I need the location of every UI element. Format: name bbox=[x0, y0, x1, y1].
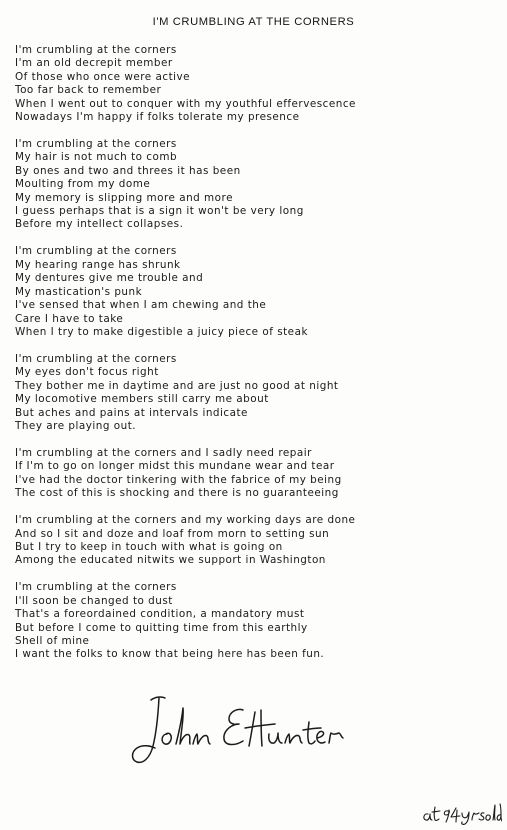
poem-line: If I'm to go on longer midst this mundane wear and tear bbox=[15, 460, 335, 473]
poem-line: When I went out to conquer with my youthful effervescence bbox=[15, 97, 356, 110]
stanza-3 bbox=[15, 245, 503, 339]
poem-line: Before my intellect collapses. bbox=[15, 218, 184, 231]
poem-line: The cost of this is shocking and there is no guaranteeing bbox=[15, 487, 339, 500]
stanza-2 bbox=[15, 138, 503, 232]
stanza-7 bbox=[15, 581, 503, 661]
poem-line: I'm crumbling at the corners and I sadly need repair bbox=[15, 446, 312, 459]
poem-line: By ones and two and threes it has been bbox=[15, 164, 241, 177]
poem-line: My eyes don't focus right bbox=[15, 366, 159, 379]
poem-line: When I try to make digestible a juicy piece of steak bbox=[15, 325, 308, 338]
poem-line: I'm crumbling at the corners bbox=[15, 138, 177, 151]
poem-title: I'M CRUMBLING AT THE CORNERS bbox=[152, 16, 355, 28]
stanza-6 bbox=[15, 514, 503, 568]
poem-body bbox=[15, 44, 503, 662]
poem-line: I've had the doctor tinkering with the fabrice of my being bbox=[15, 473, 342, 486]
poem-line: My locomotive members still carry me about bbox=[15, 393, 269, 406]
poem-line: I'm crumbling at the corners bbox=[15, 44, 177, 56]
poem-line: But I try to keep in touch with what is going on bbox=[15, 540, 283, 553]
poem-line: I'll soon be changed to dust bbox=[15, 594, 173, 607]
poem-line: Shell of mine bbox=[15, 635, 90, 647]
poem-line: They are playing out. bbox=[15, 419, 137, 432]
poem-line: But aches and pains at intervals indicate bbox=[15, 406, 248, 419]
handwritten-age-note bbox=[418, 800, 502, 826]
poem-line: I'm crumbling at the corners bbox=[15, 245, 177, 258]
poem-line: My hair is not much to comb bbox=[15, 151, 178, 164]
poem-line: I'm crumbling at the corners bbox=[15, 581, 177, 594]
poem-line: Of those who once were active bbox=[15, 70, 191, 83]
poem-line: I've sensed that when I am chewing and the bbox=[15, 299, 267, 312]
poem-line: My hearing range has shrunk bbox=[15, 258, 181, 271]
poem-line: Among the educated nitwits we support in Washington bbox=[15, 554, 326, 567]
stanza-1 bbox=[15, 44, 503, 124]
poem-line: I'm crumbling at the corners and my working days are done bbox=[15, 514, 356, 527]
handwritten-signature bbox=[125, 688, 365, 776]
poem-line: I want the folks to know that being here has been fun. bbox=[15, 648, 325, 661]
poem-line: That's a foreordained condition, a mandatory must bbox=[15, 608, 305, 621]
poem-line: My dentures give me trouble and bbox=[15, 272, 204, 285]
poem-line: They bother me in daytime and are just no good at night bbox=[15, 379, 339, 392]
poem-line: I guess perhaps that is a sign it won't be very long bbox=[15, 205, 304, 218]
poem-line: My memory is slipping more and more bbox=[15, 191, 233, 204]
poem-line: Nowadays I'm happy if folks tolerate my presence bbox=[15, 111, 300, 124]
poem-line: I'm an old decrepit member bbox=[15, 57, 173, 70]
poem-line: Care I have to take bbox=[15, 312, 124, 325]
poem-line: Too far back to remember bbox=[15, 84, 162, 97]
poem-line: My mastication's punk bbox=[15, 285, 143, 298]
stanza-5 bbox=[15, 447, 503, 501]
poem-line: I'm crumbling at the corners bbox=[15, 352, 177, 365]
poem-line: And so I sit and doze and loaf from morn to setting sun bbox=[15, 527, 330, 540]
poem-line: Moulting from my dome bbox=[15, 178, 151, 191]
stanza-4 bbox=[15, 353, 503, 433]
poem-line: But before I come to quitting time from this earthly bbox=[15, 621, 308, 634]
